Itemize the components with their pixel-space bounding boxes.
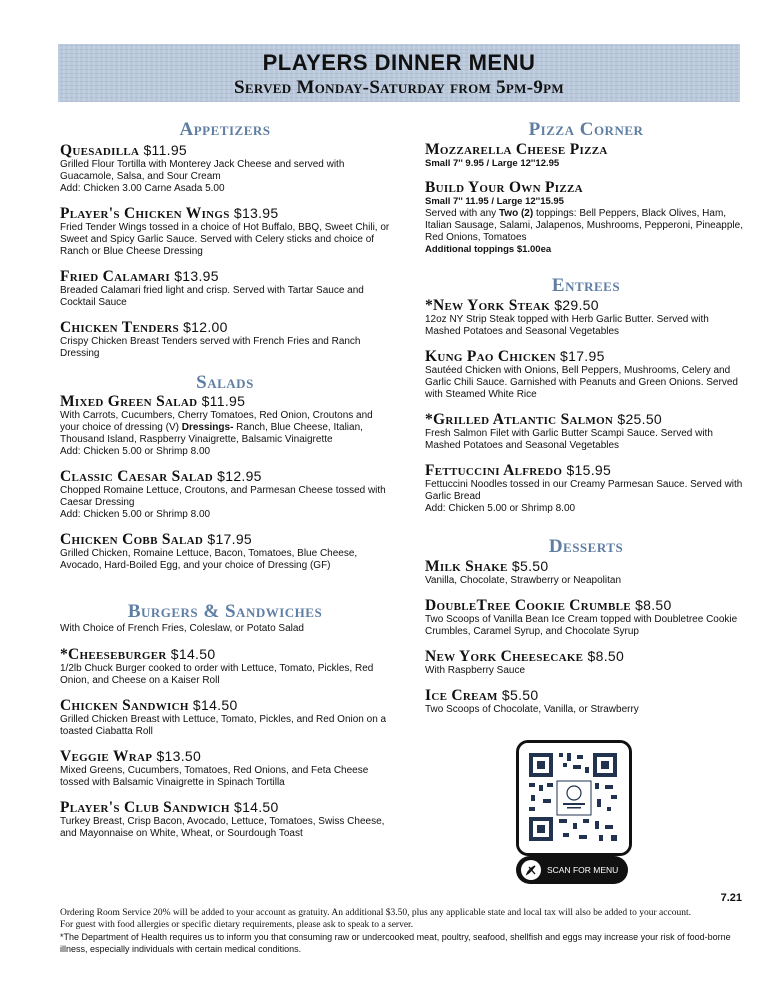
item-price: $14.50: [233, 799, 279, 815]
item-addon: Add: Chicken 5.00 or Shrimp 8.00: [60, 509, 211, 520]
item-name: Milk Shake: [425, 558, 508, 575]
menu-item-ice-cream: [425, 687, 747, 716]
item-description: Served with any Two (2) toppings: Bell Peppers, Black Olives, Ham, Italian Sausage, Salami, Jalapenos, Mushrooms, Pepperoni, Pineapple, Red Onions, Tomatoes: [425, 208, 743, 243]
scan-for-menu-button[interactable]: [516, 856, 628, 884]
item-price: $17.95: [560, 348, 605, 364]
item-name: Chicken Sandwich: [60, 697, 189, 714]
item-description: Two Scoops of Chocolate, Vanilla, or Strawberry: [425, 704, 639, 715]
item-description: Chopped Romaine Lettuce, Croutons, and Parmesan Cheese tossed with Caesar Dressing: [60, 485, 386, 508]
item-name: Mixed Green Salad: [60, 393, 198, 410]
item-description: Crispy Chicken Breast Tenders served with French Fries and Ranch Dressing: [60, 336, 361, 359]
item-name: Player's Chicken Wings: [60, 205, 230, 222]
item-description: Fried Tender Wings tossed in a choice of Hot Buffalo, BBQ, Sweet Chili, or Sweet and Spicy Garlic Sauce. Served with Celery sticks and choice of Ranch or Blue Cheese Dressing: [60, 222, 390, 257]
item-price: $14.50: [192, 697, 238, 713]
allergy-note: For guest with food allergies or specific dietary requirements, please ask to speak to a server.: [60, 920, 414, 930]
menu-item-chicken-sandwich: [60, 697, 390, 738]
menu-item-quesadilla: [60, 142, 390, 195]
item-price: $11.95: [201, 393, 246, 409]
menu-item-caesar-salad: [60, 468, 390, 521]
menu-version-code: 7.21: [720, 892, 742, 904]
menu-item-cheesecake: [425, 648, 747, 677]
menu-item-fried-calamari: [60, 268, 390, 309]
menu-item-club-sandwich: [60, 799, 390, 840]
left-column: [60, 120, 390, 850]
entrees-heading: Entrees: [551, 275, 621, 296]
qr-code-icon: [519, 743, 629, 853]
item-addon: Add: Chicken 3.00 Carne Asada 5.00: [60, 183, 225, 194]
menu-item-atlantic-salmon: [425, 411, 747, 452]
item-name: Kung Pao Chicken: [425, 348, 556, 365]
menu-item-build-your-own-pizza: [425, 180, 747, 256]
menu-subtitle: Served Monday-Saturday from 5pm-9pm: [234, 77, 564, 98]
item-description: Turkey Breast, Crisp Bacon, Avocado, Lettuce, Tomatoes, Swiss Cheese, and Mayonnaise on White, Wheat, or Sourdough Toast: [60, 816, 385, 839]
item-description: Grilled Flour Tortilla with Monterey Jack Cheese and served with Guacamole, Salsa, and Sour Cream: [60, 159, 345, 182]
item-price: $15.95: [566, 462, 612, 478]
item-name: Chicken Tenders: [60, 319, 179, 336]
item-price: $5.50: [511, 558, 549, 574]
item-price: $12.95: [217, 468, 262, 484]
menu-header-banner: [58, 44, 740, 102]
item-price: $14.50: [170, 646, 216, 662]
health-warning: *The Department of Health requires us to inform you that consuming raw or undercooked meat, poultry, seafood, shellfish and eggs may increase your risk of food-borne illness, especially individuals with certain medical conditions.: [60, 932, 731, 954]
item-name: Chicken Cobb Salad: [60, 531, 204, 548]
menu-item-cookie-crumble: [425, 597, 747, 638]
menu-qr-code[interactable]: [516, 740, 632, 856]
item-name: *Grilled Atlantic Salmon: [425, 411, 614, 428]
dressings-label: Dressings-: [181, 422, 234, 433]
item-description: Fettuccini Noodles tossed in our Creamy Parmesan Sauce. Served with Garlic Bread: [425, 479, 743, 502]
item-description: Sautéed Chicken with Onions, Bell Peppers, Mushrooms, Celery and Garlic Chili Sauce. Garnished with Peanuts and Green Onions. Served with Steamed White Rice: [425, 365, 738, 400]
menu-item-kung-pao-chicken: [425, 348, 747, 401]
menu-item-cheeseburger: [60, 646, 390, 687]
menu-item-chicken-tenders: [60, 319, 390, 360]
menu-title: PLAYERS DINNER MENU: [262, 50, 536, 75]
item-name: Veggie Wrap: [60, 748, 153, 765]
item-price: $25.50: [617, 411, 662, 427]
item-description: Grilled Chicken, Romaine Lettuce, Bacon, Tomatoes, Blue Cheese, Avocado, Hard-Boiled Egg, and your choice of Dressing (GF): [60, 548, 358, 571]
item-price: $13.50: [156, 748, 202, 764]
item-description: Vanilla, Chocolate, Strawberry or Neapolitan: [425, 575, 622, 586]
item-name: Mozzarella Cheese Pizza: [425, 141, 608, 158]
item-description: Mixed Greens, Cucumbers, Tomatoes, Red Onions, and Feta Cheese tossed with Balsamic Vinaigrette in Spinach Tortilla: [60, 765, 369, 788]
salads-heading: Salads: [196, 372, 254, 393]
desserts-heading: Desserts: [548, 536, 624, 557]
item-price: $29.50: [554, 297, 599, 313]
menu-item-veggie-wrap: [60, 748, 390, 789]
item-description: With Raspberry Sauce: [425, 665, 526, 676]
item-price: $13.95: [233, 205, 279, 221]
item-name: *New York Steak: [425, 297, 550, 314]
item-description: Grilled Chicken Breast with Lettuce, Tomato, Pickles, and Red Onion on a toasted Ciabatta Roll: [60, 714, 387, 737]
menu-item-cheese-pizza: [425, 142, 747, 170]
scan-for-menu-label: SCAN FOR MENU: [547, 865, 619, 875]
item-name: Fried Calamari: [60, 268, 171, 285]
menu-item-mixed-green-salad: [60, 393, 390, 458]
item-price: $5.50: [501, 687, 539, 703]
item-name: Quesadilla: [60, 142, 140, 159]
appetizers-heading: Appetizers: [179, 119, 271, 140]
item-price: $11.95: [143, 142, 188, 158]
item-description: Fresh Salmon Filet with Garlic Butter Scampi Sauce. Served with Mashed Potatoes and Seasonal Vegetables: [425, 428, 713, 451]
item-name: Classic Caesar Salad: [60, 468, 213, 485]
item-sizes: Small 7'' 11.95 / Large 12''15.95: [425, 196, 564, 207]
item-price: $17.95: [207, 531, 252, 547]
pdf-icon: [521, 860, 541, 880]
item-sizes: Small 7'' 9.95 / Large 12''12.95: [425, 158, 560, 169]
item-addon: Add: Chicken 5.00 or Shrimp 8.00: [425, 503, 576, 514]
item-price: $8.50: [587, 648, 625, 664]
footer-notes: [60, 907, 750, 955]
item-name: New York Cheesecake: [425, 648, 584, 665]
item-description: 12oz NY Strip Steak topped with Herb Garlic Butter. Served with Mashed Potatoes and Seasonal Vegetables: [425, 314, 709, 337]
item-addon: Add: Chicken 5.00 or Shrimp 8.00: [60, 446, 211, 457]
menu-item-cobb-salad: [60, 531, 390, 572]
burgers-heading: Burgers & Sandwiches: [127, 601, 323, 622]
item-description: With Carrots, Cucumbers, Cherry Tomatoes, Red Onion, Croutons and your choice of dressing (V) Dressings- Ranch, Blue Cheese, Italian, Thousand Island, Raspberry Vinaigrette, Balsamic Vinaigrette: [60, 410, 373, 445]
item-description: 1/2lb Chuck Burger cooked to order with Lettuce, Tomato, Pickles, Red Onion, and Cheese on a Kaiser Roll: [60, 663, 374, 686]
right-column: [425, 120, 747, 726]
item-name: Player's Club Sandwich: [60, 799, 230, 816]
item-description: Breaded Calamari fried light and crisp. Served with Tartar Sauce and Cocktail Sauce: [60, 285, 364, 308]
item-description: Two Scoops of Vanilla Bean Ice Cream topped with Doubletree Cookie Crumbles, Caramel Syrup, and Chocolate Syrup: [425, 614, 738, 637]
pizza-heading: Pizza Corner: [528, 119, 644, 140]
menu-item-chicken-wings: [60, 205, 390, 258]
item-name: Fettuccini Alfredo: [425, 462, 563, 479]
menu-item-new-york-steak: [425, 297, 747, 338]
burgers-intro: With Choice of French Fries, Coleslaw, or Potato Salad: [60, 623, 304, 634]
item-name: DoubleTree Cookie Crumble: [425, 597, 631, 614]
item-price: $13.95: [174, 268, 219, 284]
menu-item-fettuccini-alfredo: [425, 462, 747, 515]
item-name: *Cheeseburger: [60, 646, 167, 663]
item-name: Ice Cream: [425, 687, 498, 704]
menu-item-milk-shake: [425, 558, 747, 587]
item-addon: Additional toppings $1.00ea: [425, 244, 552, 255]
item-name: Build Your Own Pizza: [425, 179, 583, 196]
gratuity-note: Ordering Room Service 20% will be added to your account as gratuity. An additional $3.50, plus any applicable state and local tax will also be added to your account.: [60, 908, 691, 918]
item-price: $12.00: [183, 319, 228, 335]
item-price: $8.50: [635, 597, 672, 613]
